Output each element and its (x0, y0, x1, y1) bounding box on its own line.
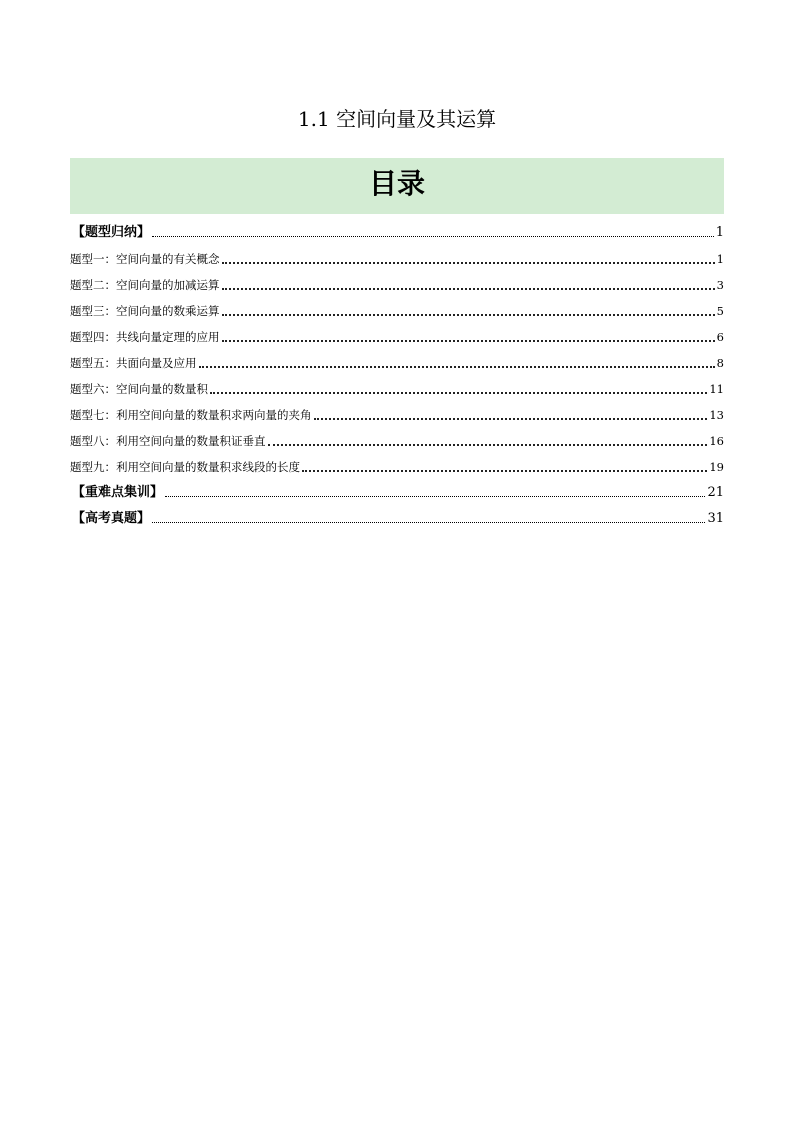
document-title: 1.1 空间向量及其运算 (297, 107, 497, 131)
toc-dot-leader (302, 470, 707, 472)
toc-entry-label: 题型四：共线向量定理的应用 (70, 330, 220, 344)
toc-entry-label: 题型九：利用空间向量的数量积求线段的长度 (70, 460, 300, 474)
toc-entry-page: 1 (715, 225, 724, 240)
toc-entry-label: 题型六：空间向量的数量积 (70, 382, 208, 396)
toc-dot-leader (222, 288, 715, 290)
toc-dot-leader (199, 366, 715, 368)
toc-entry-type-6[interactable] (70, 370, 724, 396)
toc-entry-label: 题型八：利用空间向量的数量积证垂直 (70, 434, 266, 448)
toc-dot-leader (152, 236, 714, 237)
toc-entry-label: 【题型归纳】 (72, 225, 151, 240)
toc-entry-page: 3 (716, 278, 724, 292)
toc-entry-label: 【高考真题】 (72, 511, 151, 526)
toc-entry-type-7[interactable] (70, 396, 724, 422)
toc-entry-type-3[interactable] (70, 292, 724, 318)
toc-entry-question-types[interactable] (70, 214, 724, 240)
toc-entry-page: 6 (716, 330, 724, 344)
toc-dot-leader (222, 314, 715, 316)
toc-dot-leader (222, 340, 715, 342)
toc-entry-label: 题型七：利用空间向量的数量积求两向量的夹角 (70, 408, 312, 422)
toc-entry-label: 题型三：空间向量的数乘运算 (70, 304, 220, 318)
toc-entry-label: 题型一：空间向量的有关概念 (70, 252, 220, 266)
toc-entry-label: 【重难点集训】 (72, 485, 164, 500)
toc-entry-label: 题型二：空间向量的加减运算 (70, 278, 220, 292)
toc-heading: 目录 (368, 167, 425, 200)
toc-entry-page: 31 (707, 511, 724, 526)
toc-entry-page: 19 (709, 460, 724, 474)
toc-entry-type-1[interactable] (70, 240, 724, 266)
toc-entry-page: 21 (707, 485, 724, 500)
toc-entry-page: 16 (709, 434, 724, 448)
toc-dot-leader (165, 496, 705, 497)
toc-entry-gaokao-questions[interactable] (70, 500, 724, 526)
toc-dot-leader (210, 392, 707, 394)
toc-entry-type-4[interactable] (70, 318, 724, 344)
toc-dot-leader (222, 262, 715, 264)
toc-entry-type-8[interactable] (70, 422, 724, 448)
toc-entry-page: 8 (716, 356, 724, 370)
toc-entry-type-2[interactable] (70, 266, 724, 292)
toc-entry-key-difficult-training[interactable] (70, 474, 724, 500)
toc-entry-page: 11 (709, 382, 724, 396)
toc-entry-type-9[interactable] (70, 448, 724, 474)
toc-entry-page: 13 (709, 408, 724, 422)
toc-banner (70, 158, 724, 214)
toc-entry-page: 1 (716, 252, 724, 266)
toc-entry-type-5[interactable] (70, 344, 724, 370)
toc-dot-leader (268, 444, 708, 446)
toc-entry-page: 5 (716, 304, 724, 318)
toc-list (70, 214, 724, 526)
toc-dot-leader (152, 522, 705, 523)
toc-dot-leader (314, 418, 708, 420)
toc-entry-label: 题型五：共面向量及应用 (70, 356, 197, 370)
